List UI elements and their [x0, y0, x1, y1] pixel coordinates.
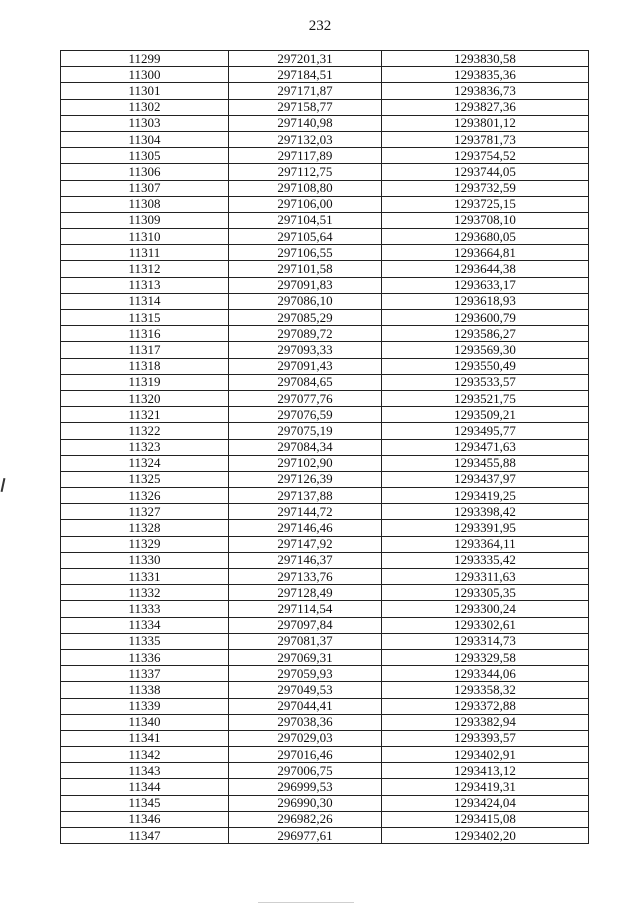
x-coordinate-cell: 297069,31 — [229, 649, 382, 665]
table-row — [61, 326, 589, 342]
x-coordinate-cell: 297049,53 — [229, 682, 382, 698]
point-number-cell: 11324 — [61, 455, 229, 471]
table-row — [61, 811, 589, 827]
y-coordinate-cell: 1293550,49 — [382, 358, 589, 374]
point-number-cell: 11306 — [61, 164, 229, 180]
x-coordinate-cell: 297144,72 — [229, 504, 382, 520]
table-row — [61, 439, 589, 455]
table-row — [61, 148, 589, 164]
table-row — [61, 407, 589, 423]
point-number-cell: 11312 — [61, 261, 229, 277]
table-row — [61, 164, 589, 180]
point-number-cell: 11336 — [61, 649, 229, 665]
x-coordinate-cell: 297146,46 — [229, 520, 382, 536]
y-coordinate-cell: 1293382,94 — [382, 714, 589, 730]
point-number-cell: 11323 — [61, 439, 229, 455]
table-row — [61, 245, 589, 261]
table-row — [61, 730, 589, 746]
x-coordinate-cell: 297059,93 — [229, 666, 382, 682]
y-coordinate-cell: 1293393,57 — [382, 730, 589, 746]
table-row — [61, 488, 589, 504]
table-row — [61, 795, 589, 811]
point-number-cell: 11347 — [61, 828, 229, 844]
point-number-cell: 11340 — [61, 714, 229, 730]
x-coordinate-cell: 296977,61 — [229, 828, 382, 844]
x-coordinate-cell: 297112,75 — [229, 164, 382, 180]
coordinates-table — [60, 50, 589, 844]
y-coordinate-cell: 1293415,08 — [382, 811, 589, 827]
point-number-cell: 11302 — [61, 99, 229, 115]
table-row — [61, 67, 589, 83]
y-coordinate-cell: 1293344,06 — [382, 666, 589, 682]
y-coordinate-cell: 1293398,42 — [382, 504, 589, 520]
y-coordinate-cell: 1293358,32 — [382, 682, 589, 698]
table-row — [61, 763, 589, 779]
y-coordinate-cell: 1293402,91 — [382, 747, 589, 763]
point-number-cell: 11326 — [61, 488, 229, 504]
table-row — [61, 293, 589, 309]
y-coordinate-cell: 1293302,61 — [382, 617, 589, 633]
x-coordinate-cell: 297158,77 — [229, 99, 382, 115]
y-coordinate-cell: 1293314,73 — [382, 633, 589, 649]
coordinates-table-body — [61, 51, 589, 844]
point-number-cell: 11345 — [61, 795, 229, 811]
table-row — [61, 358, 589, 374]
x-coordinate-cell: 297114,54 — [229, 601, 382, 617]
table-row — [61, 83, 589, 99]
point-number-cell: 11310 — [61, 229, 229, 245]
x-coordinate-cell: 297184,51 — [229, 67, 382, 83]
x-coordinate-cell: 296999,53 — [229, 779, 382, 795]
point-number-cell: 11331 — [61, 569, 229, 585]
x-coordinate-cell: 297029,03 — [229, 730, 382, 746]
y-coordinate-cell: 1293311,63 — [382, 569, 589, 585]
point-number-cell: 11301 — [61, 83, 229, 99]
point-number-cell: 11330 — [61, 552, 229, 568]
x-coordinate-cell: 297146,37 — [229, 552, 382, 568]
table-row — [61, 649, 589, 665]
x-coordinate-cell: 297077,76 — [229, 390, 382, 406]
point-number-cell: 11325 — [61, 471, 229, 487]
table-row — [61, 277, 589, 293]
table-row — [61, 423, 589, 439]
x-coordinate-cell: 297085,29 — [229, 310, 382, 326]
y-coordinate-cell: 1293419,25 — [382, 488, 589, 504]
point-number-cell: 11329 — [61, 536, 229, 552]
y-coordinate-cell: 1293708,10 — [382, 212, 589, 228]
point-number-cell: 11299 — [61, 51, 229, 67]
point-number-cell: 11342 — [61, 747, 229, 763]
x-coordinate-cell: 297086,10 — [229, 293, 382, 309]
x-coordinate-cell: 297108,80 — [229, 180, 382, 196]
point-number-cell: 11335 — [61, 633, 229, 649]
point-number-cell: 11337 — [61, 666, 229, 682]
table-row — [61, 261, 589, 277]
x-coordinate-cell: 297076,59 — [229, 407, 382, 423]
table-row — [61, 374, 589, 390]
point-number-cell: 11328 — [61, 520, 229, 536]
x-coordinate-cell: 297101,58 — [229, 261, 382, 277]
table-row — [61, 585, 589, 601]
point-number-cell: 11315 — [61, 310, 229, 326]
point-number-cell: 11313 — [61, 277, 229, 293]
x-coordinate-cell: 297084,65 — [229, 374, 382, 390]
table-row — [61, 569, 589, 585]
point-number-cell: 11346 — [61, 811, 229, 827]
point-number-cell: 11316 — [61, 326, 229, 342]
point-number-cell: 11314 — [61, 293, 229, 309]
point-number-cell: 11307 — [61, 180, 229, 196]
x-coordinate-cell: 297091,43 — [229, 358, 382, 374]
y-coordinate-cell: 1293305,35 — [382, 585, 589, 601]
x-coordinate-cell: 296982,26 — [229, 811, 382, 827]
y-coordinate-cell: 1293335,42 — [382, 552, 589, 568]
y-coordinate-cell: 1293391,95 — [382, 520, 589, 536]
y-coordinate-cell: 1293781,73 — [382, 131, 589, 147]
y-coordinate-cell: 1293618,93 — [382, 293, 589, 309]
x-coordinate-cell: 297038,36 — [229, 714, 382, 730]
x-coordinate-cell: 297097,84 — [229, 617, 382, 633]
point-number-cell: 11308 — [61, 196, 229, 212]
y-coordinate-cell: 1293521,75 — [382, 390, 589, 406]
x-coordinate-cell: 297132,03 — [229, 131, 382, 147]
point-number-cell: 11320 — [61, 390, 229, 406]
y-coordinate-cell: 1293402,20 — [382, 828, 589, 844]
table-row — [61, 310, 589, 326]
table-row — [61, 536, 589, 552]
y-coordinate-cell: 1293754,52 — [382, 148, 589, 164]
point-number-cell: 11305 — [61, 148, 229, 164]
y-coordinate-cell: 1293509,21 — [382, 407, 589, 423]
page-number: 232 — [308, 18, 332, 34]
x-coordinate-cell: 297102,90 — [229, 455, 382, 471]
margin-pen-mark — [1, 478, 6, 492]
x-coordinate-cell: 297171,87 — [229, 83, 382, 99]
x-coordinate-cell: 297075,19 — [229, 423, 382, 439]
point-number-cell: 11332 — [61, 585, 229, 601]
table-row — [61, 115, 589, 131]
x-coordinate-cell: 297084,34 — [229, 439, 382, 455]
table-row — [61, 455, 589, 471]
x-coordinate-cell: 297006,75 — [229, 763, 382, 779]
table-row — [61, 99, 589, 115]
y-coordinate-cell: 1293437,97 — [382, 471, 589, 487]
table-row — [61, 633, 589, 649]
table-row — [61, 504, 589, 520]
table-row — [61, 666, 589, 682]
y-coordinate-cell: 1293329,58 — [382, 649, 589, 665]
table-row — [61, 131, 589, 147]
table-row — [61, 471, 589, 487]
x-coordinate-cell: 297081,37 — [229, 633, 382, 649]
point-number-cell: 11300 — [61, 67, 229, 83]
y-coordinate-cell: 1293413,12 — [382, 763, 589, 779]
y-coordinate-cell: 1293471,63 — [382, 439, 589, 455]
x-coordinate-cell: 297091,83 — [229, 277, 382, 293]
y-coordinate-cell: 1293836,73 — [382, 83, 589, 99]
x-coordinate-cell: 297093,33 — [229, 342, 382, 358]
x-coordinate-cell: 297128,49 — [229, 585, 382, 601]
point-number-cell: 11343 — [61, 763, 229, 779]
table-row — [61, 342, 589, 358]
scan-edge-line — [258, 902, 354, 903]
x-coordinate-cell: 297137,88 — [229, 488, 382, 504]
y-coordinate-cell: 1293835,36 — [382, 67, 589, 83]
point-number-cell: 11317 — [61, 342, 229, 358]
y-coordinate-cell: 1293364,11 — [382, 536, 589, 552]
x-coordinate-cell: 297044,41 — [229, 698, 382, 714]
point-number-cell: 11339 — [61, 698, 229, 714]
table-row — [61, 601, 589, 617]
x-coordinate-cell: 297126,39 — [229, 471, 382, 487]
table-row — [61, 180, 589, 196]
y-coordinate-cell: 1293801,12 — [382, 115, 589, 131]
x-coordinate-cell: 297133,76 — [229, 569, 382, 585]
y-coordinate-cell: 1293644,38 — [382, 261, 589, 277]
table-row — [61, 828, 589, 844]
table-row — [61, 747, 589, 763]
point-number-cell: 11344 — [61, 779, 229, 795]
x-coordinate-cell: 297147,92 — [229, 536, 382, 552]
table-row — [61, 520, 589, 536]
y-coordinate-cell: 1293586,27 — [382, 326, 589, 342]
y-coordinate-cell: 1293732,59 — [382, 180, 589, 196]
table-row — [61, 698, 589, 714]
point-number-cell: 11341 — [61, 730, 229, 746]
point-number-cell: 11338 — [61, 682, 229, 698]
point-number-cell: 11319 — [61, 374, 229, 390]
x-coordinate-cell: 297106,00 — [229, 196, 382, 212]
x-coordinate-cell: 296990,30 — [229, 795, 382, 811]
point-number-cell: 11304 — [61, 131, 229, 147]
y-coordinate-cell: 1293633,17 — [382, 277, 589, 293]
y-coordinate-cell: 1293744,05 — [382, 164, 589, 180]
x-coordinate-cell: 297140,98 — [229, 115, 382, 131]
point-number-cell: 11309 — [61, 212, 229, 228]
table-row — [61, 714, 589, 730]
y-coordinate-cell: 1293455,88 — [382, 455, 589, 471]
y-coordinate-cell: 1293725,15 — [382, 196, 589, 212]
point-number-cell: 11318 — [61, 358, 229, 374]
table-row — [61, 196, 589, 212]
table-row — [61, 617, 589, 633]
y-coordinate-cell: 1293300,24 — [382, 601, 589, 617]
table-row — [61, 390, 589, 406]
y-coordinate-cell: 1293419,31 — [382, 779, 589, 795]
x-coordinate-cell: 297089,72 — [229, 326, 382, 342]
x-coordinate-cell: 297201,31 — [229, 51, 382, 67]
y-coordinate-cell: 1293533,57 — [382, 374, 589, 390]
point-number-cell: 11334 — [61, 617, 229, 633]
table-row — [61, 51, 589, 67]
y-coordinate-cell: 1293600,79 — [382, 310, 589, 326]
x-coordinate-cell: 297105,64 — [229, 229, 382, 245]
table-row — [61, 212, 589, 228]
y-coordinate-cell: 1293827,36 — [382, 99, 589, 115]
y-coordinate-cell: 1293495,77 — [382, 423, 589, 439]
point-number-cell: 11311 — [61, 245, 229, 261]
point-number-cell: 11322 — [61, 423, 229, 439]
y-coordinate-cell: 1293664,81 — [382, 245, 589, 261]
y-coordinate-cell: 1293830,58 — [382, 51, 589, 67]
table-row — [61, 552, 589, 568]
x-coordinate-cell: 297117,89 — [229, 148, 382, 164]
point-number-cell: 11333 — [61, 601, 229, 617]
table-row — [61, 682, 589, 698]
x-coordinate-cell: 297104,51 — [229, 212, 382, 228]
y-coordinate-cell: 1293424,04 — [382, 795, 589, 811]
x-coordinate-cell: 297016,46 — [229, 747, 382, 763]
point-number-cell: 11321 — [61, 407, 229, 423]
y-coordinate-cell: 1293569,30 — [382, 342, 589, 358]
x-coordinate-cell: 297106,55 — [229, 245, 382, 261]
point-number-cell: 11327 — [61, 504, 229, 520]
table-row — [61, 779, 589, 795]
point-number-cell: 11303 — [61, 115, 229, 131]
y-coordinate-cell: 1293680,05 — [382, 229, 589, 245]
y-coordinate-cell: 1293372,88 — [382, 698, 589, 714]
table-row — [61, 229, 589, 245]
